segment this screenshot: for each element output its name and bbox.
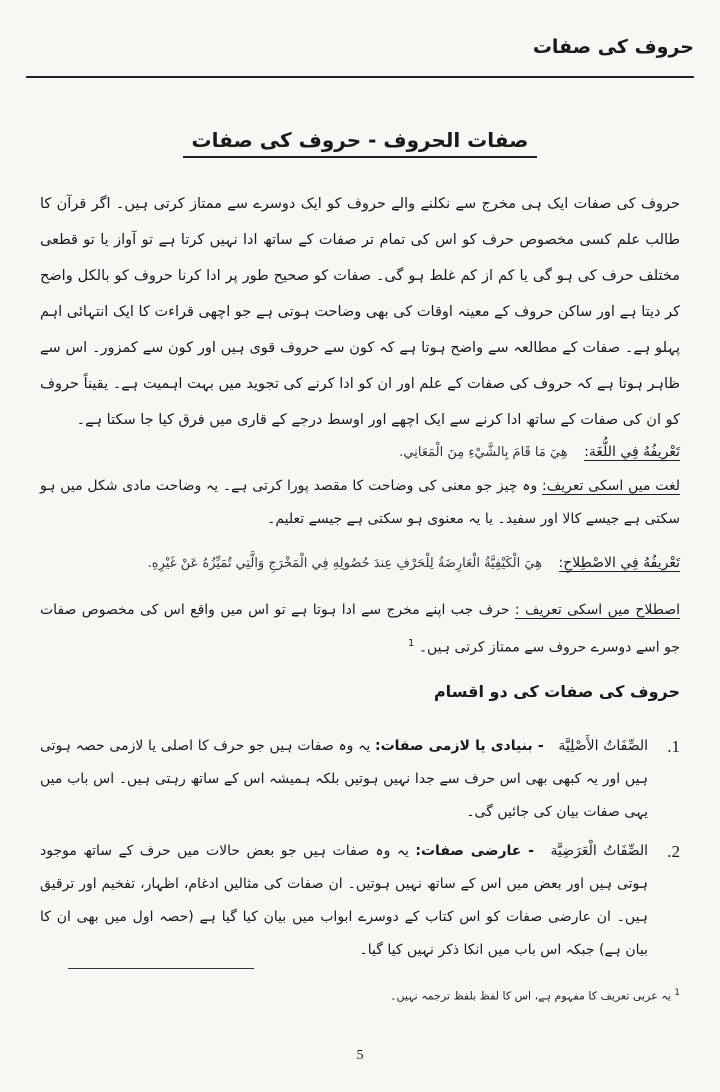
list-label: - بنیادی یا لازمی صفات: (374, 738, 544, 754)
linguistic-urdu-text: وہ چیز جو معنی کی وضاحت کا مقصد پورا کرتی ہے۔ یہ وضاحت مادی شکل میں ہو سکتی ہے جیسے کالا اور سفید۔ یا یہ معنوی ہو سکتی ہے جیسے تعلیم۔ (40, 478, 680, 527)
footnote-reference[interactable]: 1 (407, 638, 415, 649)
list-number: 2. (667, 842, 680, 861)
header-rule (26, 76, 694, 78)
footnote (390, 988, 680, 1003)
types-list (40, 730, 680, 973)
technical-urdu-label: اصطلاح میں اسکی تعریف : (514, 602, 681, 618)
list-item (40, 730, 680, 829)
page-title: صفات الحروف - حروف کی صفات (183, 128, 536, 158)
title-container (0, 128, 720, 158)
linguistic-urdu-label: لغت میں اسکی تعریف: (542, 478, 681, 494)
intro-text: حروف کی صفات ایک ہی مخرج سے نکلنے والے حروف کو ایک دوسرے سے ممتاز کرتی ہیں۔ اگر قرآن کا طالب علم کسی مخصوص حرف کو اس کی تمام تر صفات کے ساتھ ادا نہیں کرتا ہے تو آواز یا تو قطعی مختلف حرف کی ہو گی یا کم از کم غلط ہو گی۔ صفات کو صحیح طور پر ادا کرنا حروف کو بالکل واضح کر دیتا ہے اور ساکن حروف کے معینہ اوقات کی بھی وضاحت ہوتی ہے جو اچھی قراءت کا ایک انتہائی اہم پہلو ہے۔ صفات کے مطالعہ سے واضح ہوتا ہے کہ کون سے حروف قوی ہیں اور کون سے کمزور۔ اس سے ظاہر ہوتا ہے کہ حروف کی صفات کے علم اور ان کو ادا کرنے کی تجوید میں بہت اہمیت ہے۔ یقیناً حروف کو ان کی صفات کے ساتھ ادا کرنے سے ایک اچھے اور اوسط درجے کے قاری میں فرق کیا جا سکتا ہے۔ (40, 196, 680, 428)
intro-paragraph (40, 186, 680, 438)
list-label: - عارضی صفات: (415, 843, 535, 859)
technical-arabic: هِيَ الْكَيْفِيَّةُ الْعَارِضَةُ لِلْحَرْفِ عِندَ حُصُولِهِ فِي الْمَخْرَجِ وَالَّتِي تُمَيِّزُهُ عَنْ غَيْرِهِ. (147, 556, 543, 571)
linguistic-definition-urdu (40, 470, 680, 536)
footnote-rule (68, 968, 254, 969)
technical-label: تَعْرِيفُهُ فِي الاصْطِلاحِ: (558, 555, 680, 571)
technical-definition-urdu (40, 593, 680, 665)
section-heading: حروف کی صفات کی دو اقسام (433, 682, 680, 701)
list-item (40, 835, 680, 967)
footnote-text: یہ عربی تعریف کا مفہوم ہے، اس کا لفظ بلفظ ترجمہ نہیں۔ (390, 989, 671, 1003)
list-text: یہ وہ صفات ہیں جو بعض حالات میں حرف کے ساتھ موجود ہوتی ہیں اور بعض میں اس کے ساتھ نہیں ہوتیں۔ ان صفات کی مثالیں ادغام، اظہار، تفخیم اور ترقیق ہیں۔ ان عارضی صفات کو اس کتاب کے دوسرے ابواب میں بیان کیا گیا ہے (حصہ اول میں بھی ان کا بیان ہے) جبکہ اس باب میں انکا ذکر نہیں کیا گیا۔ (40, 843, 648, 958)
list-term: الصِّفَاتُ الأَصْلِيَّة (558, 738, 649, 754)
list-number: 1. (667, 737, 680, 756)
page-number: 5 (356, 1048, 364, 1063)
footnote-marker: 1 (674, 988, 680, 998)
list-term: الصِّفَاتُ الْعَرَضِيَّة (550, 843, 649, 859)
linguistic-label: تَعْرِيفُهُ فِي اللُّغَة: (584, 444, 680, 460)
running-header: حروف کی صفات (532, 36, 694, 58)
technical-definition-arabic (40, 547, 680, 580)
technical-urdu-text: حرف جب اپنے مخرج سے ادا ہوتا ہے تو اس میں واقع اس کی مخصوص صفات جو اسے دوسرے حروف سے ممتاز کرتی ہیں۔ (40, 602, 680, 656)
linguistic-arabic: هِيَ مَا قَامَ بِالشَّيْءِ مِنَ الْمَعَانِي. (399, 445, 568, 460)
list-text: یہ وہ صفات ہیں جو حرف کا اصلی یا لازمی حصہ ہوتی ہیں اور یہ کبھی بھی اس حرف سے جدا نہیں ہوتیں بلکہ ہمیشہ اس کے ساتھ رہتی ہیں۔ اس باب میں یہی صفات بیان کی جائیں گی۔ (40, 738, 648, 820)
linguistic-definition-arabic (40, 436, 680, 469)
